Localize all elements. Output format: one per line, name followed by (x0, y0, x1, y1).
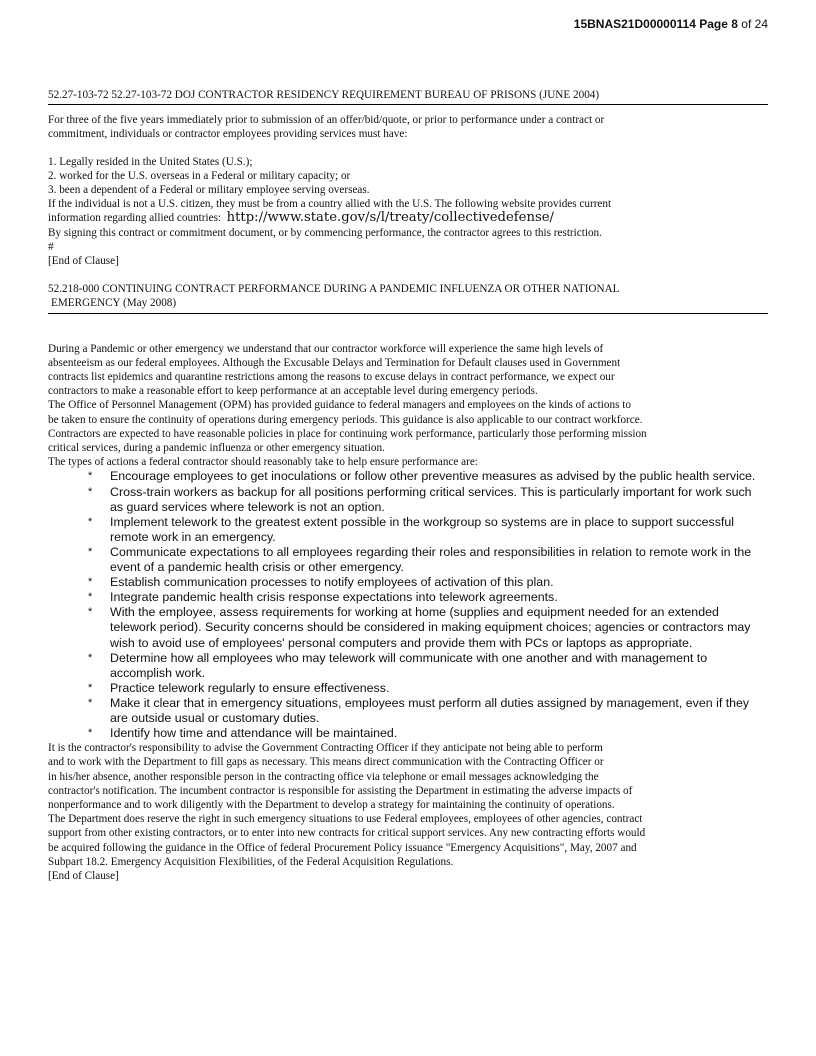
list-item-text: Practice telework regularly to ensure effectiveness. (110, 680, 390, 695)
bullet-star-icon: * (88, 576, 93, 589)
list-item-text: With the employee, assess requirements for working at home (supplies and equipment needed for an extended telework period). Security concerns should be considered in making equipment choices; agencies or contractors may wish to avoid use of employees' personal computers and provide them with PCs or laptops as appropriate. (110, 605, 751, 650)
list-item (48, 469, 768, 484)
hash-mark: # (48, 240, 54, 253)
bullet-star-icon: * (88, 681, 93, 694)
bullet-star-icon: * (88, 606, 93, 619)
list-item-text: Identify how time and attendance will be maintained. (110, 726, 398, 741)
pandemic-para1-line: absenteeism as our federal employees. Although the Excusable Delays and Termination for Default clauses used in Government (48, 356, 621, 369)
residency-item-3: 3. been a dependent of a Federal or military employee serving overseas. (48, 184, 370, 197)
bullet-star-icon: * (88, 727, 93, 740)
list-item (48, 605, 768, 650)
residency-intro-line-1: For three of the five years immediately prior to submission of an offer/bid/quote, or prior to performance under a contract or (48, 114, 605, 127)
list-item (48, 696, 768, 726)
list-item (48, 651, 768, 681)
pandemic-para2-line: Subpart 18.2. Emergency Acquisition Flexibilities, of the Federal Acquisition Regulations. (48, 855, 454, 868)
pandemic-para1-line: critical services, during a pandemic influenza or other emergency situation. (48, 442, 385, 455)
bullet-star-icon: * (88, 545, 93, 558)
pandemic-para2-line: and to work with the Department to fill gaps as necessary. This means direct communication with the Contracting Officer or (48, 756, 604, 769)
page-label: Page (699, 17, 728, 31)
pandemic-heading-line-2: EMERGENCY (May 2008) (51, 297, 177, 310)
citizen-line-1: If the individual is not a U.S. citizen, they must be from a country allied with the U.S. The following website provides current (48, 198, 612, 211)
pandemic-para2-line: be acquired following the guidance in the Office of federal Procurement Policy issuance "Emergency Acquisitions", May, 2007 and (48, 841, 637, 854)
list-item (48, 545, 768, 575)
signing-statement: By signing this contract or commitment document, or by commencing performance, the contractor agrees to this restriction. (48, 226, 602, 239)
pandemic-para1-line: The Office of Personnel Management (OPM) has provided guidance to federal managers and employees on the kinds of actions to (48, 399, 631, 412)
list-item-text: Determine how all employees who may telework will communicate with one another and with management to accomplish work. (110, 650, 708, 680)
pandemic-para2-line: in his/her absence, another responsible person in the contracting office via telephone or email messages acknowledging the (48, 770, 599, 783)
list-item-text: Implement telework to the greatest extent possible in the workgroup so systems are in place to support successful remote work in an emergency. (110, 514, 734, 544)
pandemic-heading-line-1: 52.218-000 CONTINUING CONTRACT PERFORMANCE DURING A PANDEMIC INFLUENZA OR OTHER NATIONAL (48, 283, 620, 296)
bullet-star-icon: * (88, 696, 93, 709)
list-item (48, 485, 768, 515)
pandemic-para1-line: be taken to ensure the continuity of operations during emergency periods. This guidance is also applicable to our contract workforce. (48, 413, 643, 426)
bullet-star-icon: * (88, 515, 93, 528)
pandemic-para2-line: nonperformance and to work diligently with the Department to develop a strategy for maintaining the continuity of operations. (48, 798, 615, 811)
pandemic-para1-line: The types of actions a federal contractor should reasonably take to help ensure performance are: (48, 456, 478, 469)
document-body (48, 88, 768, 883)
list-item-text: Establish communication processes to notify employees of activation of this plan. (110, 575, 554, 590)
bullet-star-icon: * (88, 485, 93, 498)
end-of-clause-1: [End of Clause] (48, 255, 119, 268)
list-item (48, 515, 768, 545)
page-header (574, 17, 768, 31)
clause-heading-pandemic (48, 282, 768, 313)
bullet-star-icon: * (88, 651, 93, 664)
document-id: 15BNAS21D00000114 (573, 17, 696, 31)
list-item-text: Communicate expectations to all employees regarding their roles and responsibilities in relation to remote work in the event of a pandemic health crisis or other emergency. (110, 544, 752, 575)
list-item-text: Integrate pandemic health crisis response expectations into telework agreements. (110, 590, 558, 605)
list-item (48, 726, 768, 741)
list-item-text: Cross-train workers as backup for all positions performing critical services. This is particularly important for work such as guard services where telework is not an option. (110, 484, 752, 514)
pandemic-para2-line: support from other existing contractors, or to enter into new contracts for critical support services. Any new contracting efforts would (48, 827, 646, 840)
pandemic-para2-line: contractor's notification. The incumbent contractor is responsible for assisting the Department in estimating the adverse impacts of (48, 784, 633, 797)
residency-item-2: 2. worked for the U.S. overseas in a Federal or military capacity; or (48, 169, 351, 182)
pandemic-para2-line: The Department does reserve the right in such emergency situations to use Federal employees, employees of other agencies, contract (48, 813, 643, 826)
total-pages: 24 (754, 17, 768, 31)
end-of-clause-2: [End of Clause] (48, 869, 119, 882)
pandemic-para1-line: Contractors are expected to have reasonable policies in place for continuing work performance, particularly those performing mission (48, 427, 647, 440)
list-item-text: Encourage employees to get inoculations or follow other preventive measures as advised by the public health service. (110, 469, 756, 484)
list-item (48, 575, 768, 590)
actions-list (48, 469, 768, 741)
citizen-line-2 (48, 211, 768, 225)
citizen-line-2-text: information regarding allied countries: (48, 212, 222, 225)
page-number: 8 (731, 17, 738, 31)
clause-heading-residency: 52.27-103-72 52.27-103-72 DOJ CONTRACTOR RESIDENCY REQUIREMENT BUREAU OF PRISONS (JUNE 2004) (48, 88, 768, 105)
of-label: of (741, 17, 752, 31)
residency-intro-line-2: commitment, individuals or contractor employees providing services must have: (48, 128, 408, 141)
bullet-star-icon: * (88, 470, 93, 483)
pandemic-para1-line: contractors to make a reasonable effort to keep performance at an acceptable level during emergency periods. (48, 385, 538, 398)
bullet-star-icon: * (88, 591, 93, 604)
pandemic-para1-line: During a Pandemic or other emergency we understand that our contractor workforce will experience the same high levels of (48, 342, 604, 355)
list-item-text: Make it clear that in emergency situations, employees must perform all duties assigned by management, even if they are outside usual or customary duties. (110, 695, 750, 725)
list-item (48, 590, 768, 605)
pandemic-para1-line: contracts list epidemics and quarantine restrictions among the reasons to excuse delays in contract performance, we expect our (48, 371, 615, 384)
list-item (48, 681, 768, 696)
allied-countries-link[interactable]: http://www.state.gov/s/l/treaty/collectivedefense/ (226, 210, 554, 226)
pandemic-para2-line: It is the contractor's responsibility to advise the Government Contracting Officer if they anticipate not being able to perform (48, 742, 603, 755)
residency-item-1: 1. Legally resided in the United States (U.S.); (48, 155, 253, 168)
